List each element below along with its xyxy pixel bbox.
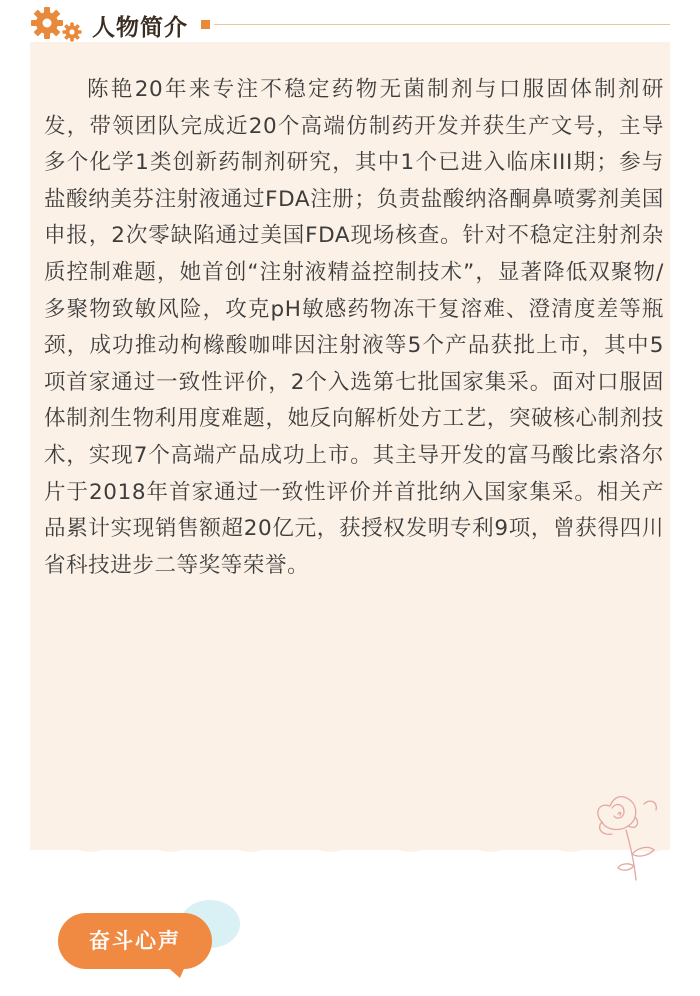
biography-text: 陈艳20年来专注不稳定药物无菌制剂与口服固体制剂研发，带领团队完成近20个高端仿制药开发并获生产文号，主导多个化学1类创新药制剂研究，其中1个已进入临床III期；参与盐酸纳美芬注射液通过FDA注册；负责盐酸纳洛酮鼻喷雾剂美国申报，2次零缺陷通过美国FDA现场核查。针对不稳定注射剂杂质控制难题，她首创“注射液精益控制技术”，显著降低双聚物/多聚物致敏风险，攻克pH敏感药物冻干复溶难、澄清度差等瓶颈，成功推动枸橼酸咖啡因注射液等5个产品获批上市，其中5项首家通过一致性评价，2个入选第七批国家集采。面对口服固体制剂生物利用度难题，她反向解析处方工艺，突破核心制剂技术，实现7个高端产品成功上市。其主导开发的富马酸比索洛尔片于2018年首家通过一致性评价并首批纳入国家集采。相关产品累计实现销售额超20亿元，获授权发明专利9项，曾获得四川省科技进步二等奖等荣誉。 <box>44 77 664 578</box>
section-title: 人物简介 <box>92 15 188 41</box>
title-marker <box>201 20 210 29</box>
small-gear-icon <box>62 22 82 42</box>
next-section-label: 奋斗心声 <box>89 929 181 953</box>
gear-icon <box>30 6 64 40</box>
card-wave-edge <box>30 836 670 858</box>
title-divider <box>214 24 670 25</box>
flower-icon <box>588 784 668 884</box>
